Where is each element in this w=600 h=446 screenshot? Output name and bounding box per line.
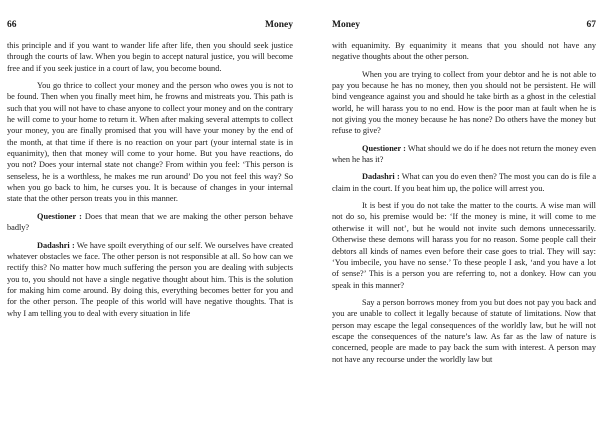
right-page-body [332,40,596,371]
running-title: Money [265,20,293,30]
right-page-header [332,20,596,32]
paragraph: When you are trying to collect from your debtor and he is not able to pay you because he has no money, then you should not be persistent. He will bind vengeance against you and should he take birth as a ghost in the celestial world, he will harass you to no end. How is the poor man at fault when he is not giving you the money because he has none? Do others have the money but refuse to give? [332,69,596,136]
paragraph: Questioner : Does that mean that we are making the other person behave badly? [7,211,293,233]
page-number: 66 [7,20,17,30]
speaker-label: Questioner : [37,211,82,221]
page-number: 67 [586,20,596,30]
right-page [332,0,596,446]
paragraph: Say a person borrows money from you but does not pay you back and you are unable to collect it legally because of statute of limitations. Now that person may escape the legal consequences of the worldly law, but he will not escape the consequences of the nature’s law. As far as the law of nature is concerned, people are made to pay back the sum with interest. A person may not have any recourse under the worldly law but [332,297,596,364]
paragraph: Questioner : What should we do if he does not return the money even when he has it? [332,143,596,165]
left-page-body [7,40,293,325]
paragraph: It is best if you do not take the matter to the courts. A wise man will not do so, his premise would be: ‘If the money is mine, it will come to me otherwise it will not’, but he would not invite such demons unnecessarily. Otherwise these demons will harass you for no reason. Some people call their debtors all kinds of names even before their case goes to trial. They will say: ‘You imbecile, you have no sense.’ To these people I ask, ‘and you have a lot of sense?’ This is a person you are referring to, not a donkey. How can you speak in this manner? [332,201,596,290]
paragraph: You go thrice to collect your money and the person who owes you is not to be found. Then when you finally meet him, he frowns and mistreats you. This path is such that you will not have to chase anyone to collect your money and on the contrary he will come to your home to return it. When after making several attempts to collect your money, you are finally promised that you will have your money by the end of the month, at that time if there is no reaction on your part (your internal state is in equanimity), then that money will come to your home. But you have reactions, do you not? Does your internal state not change? From within you feel: ‘This person is senseless, he is a worthless, he makes me run around’ Do you not feel this way? So when you go back to him, he curses you. It is because of changes in your internal state that the other person treats you in this manner. [7,81,293,204]
paragraph: Dadashri : We have spoilt everything of our self. We ourselves have created whatever obstacles we face. The other person is not responsible at all. So how can we rectify this? No matter how much suffering the person you are dealing with subjects you to, you should not have a single negative thought about him. This is the solution for making him come around. By doing this, everything becomes better for you and for the other person. The people of this world will have negative thoughts. That is why I am telling you to deal with every situation in life [7,240,293,318]
paragraph: this principle and if you want to wander life after life, then you should seek justice through the courts of law. When you begin to accept natural justice, you will become free and if you seek justice in a court of law, you become bound. [7,41,293,73]
paragraph: with equanimity. By equanimity it means that you should not have any negative thoughts about the other person. [332,41,596,62]
left-page-header [7,20,293,32]
paragraph: Dadashri : What can you do even then? The most you can do is file a claim in the court. If you beat him up, the police will arrest you. [332,172,597,193]
speaker-label: Dadashri : [362,172,400,182]
running-title: Money [332,20,360,30]
speaker-label: Dadashri : [37,240,75,250]
speaker-label: Questioner : [362,143,406,153]
left-page [7,0,293,446]
